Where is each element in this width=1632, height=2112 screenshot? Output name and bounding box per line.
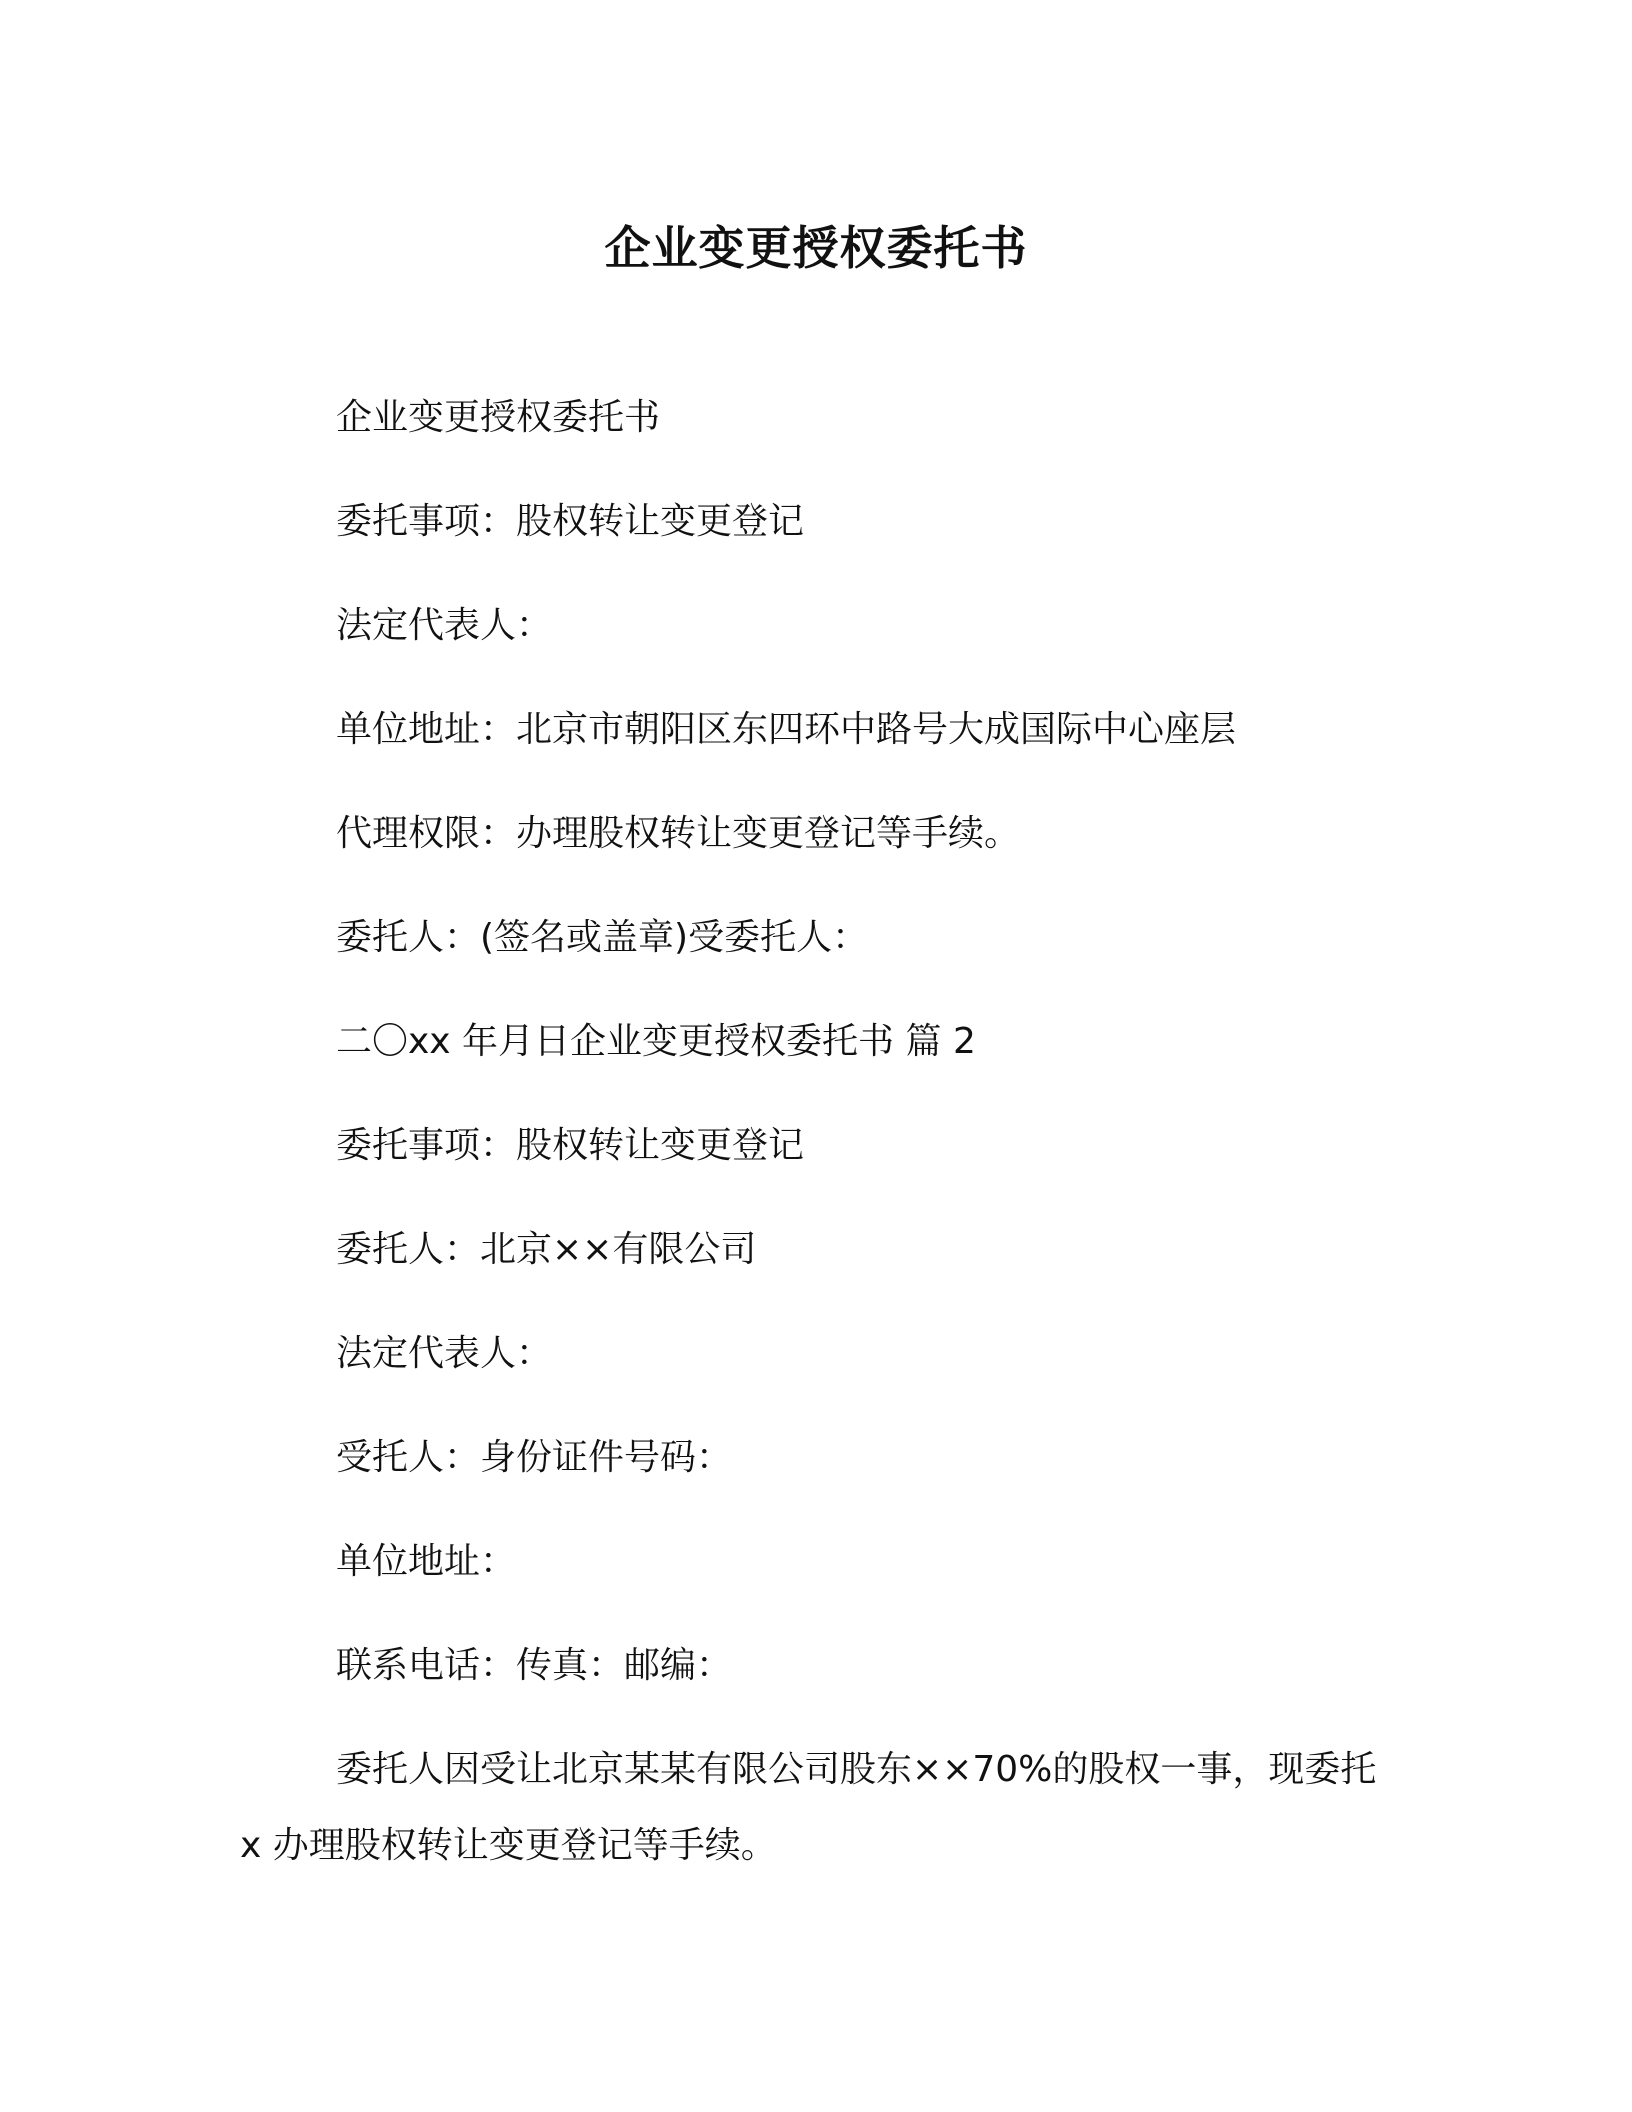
paragraph-date-section-2: 二〇xx 年月日企业变更授权委托书 篇 2 [336, 1021, 976, 1062]
paragraph-entrusted-matter: 委托事项：股权转让变更登记 [336, 501, 805, 542]
document-body [240, 392, 1392, 1936]
paragraph-entrustment-statement: 委托人因受让北京某某有限公司股东××70%的股权一事，现委托 x 办理股权转让变更登记等手续。 [240, 1749, 1377, 1866]
paragraph-unit-address: 单位地址：北京市朝阳区东四环中路号大成国际中心座层 [336, 709, 1237, 750]
paragraph-principal-company: 委托人：北京××有限公司 [336, 1229, 757, 1270]
paragraph-legal-representative-2: 法定代表人： [336, 1333, 553, 1374]
paragraph-agency-authority: 代理权限：办理股权转让变更登记等手续。 [336, 813, 1021, 854]
paragraph-unit-address-2: 单位地址： [336, 1541, 517, 1582]
paragraph-trustee-id: 受托人：身份证件号码： [336, 1437, 733, 1478]
paragraph-contact-info: 联系电话：传真：邮编： [336, 1645, 733, 1686]
paragraph-legal-representative: 法定代表人： [336, 605, 553, 646]
paragraph-principal-signature: 委托人：(签名或盖章)受委托人： [336, 917, 869, 958]
document-title: 企业变更授权委托书 [604, 221, 1028, 275]
paragraph-heading: 企业变更授权委托书 [336, 397, 661, 438]
paragraph-entrusted-matter-2: 委托事项：股权转让变更登记 [336, 1125, 805, 1166]
